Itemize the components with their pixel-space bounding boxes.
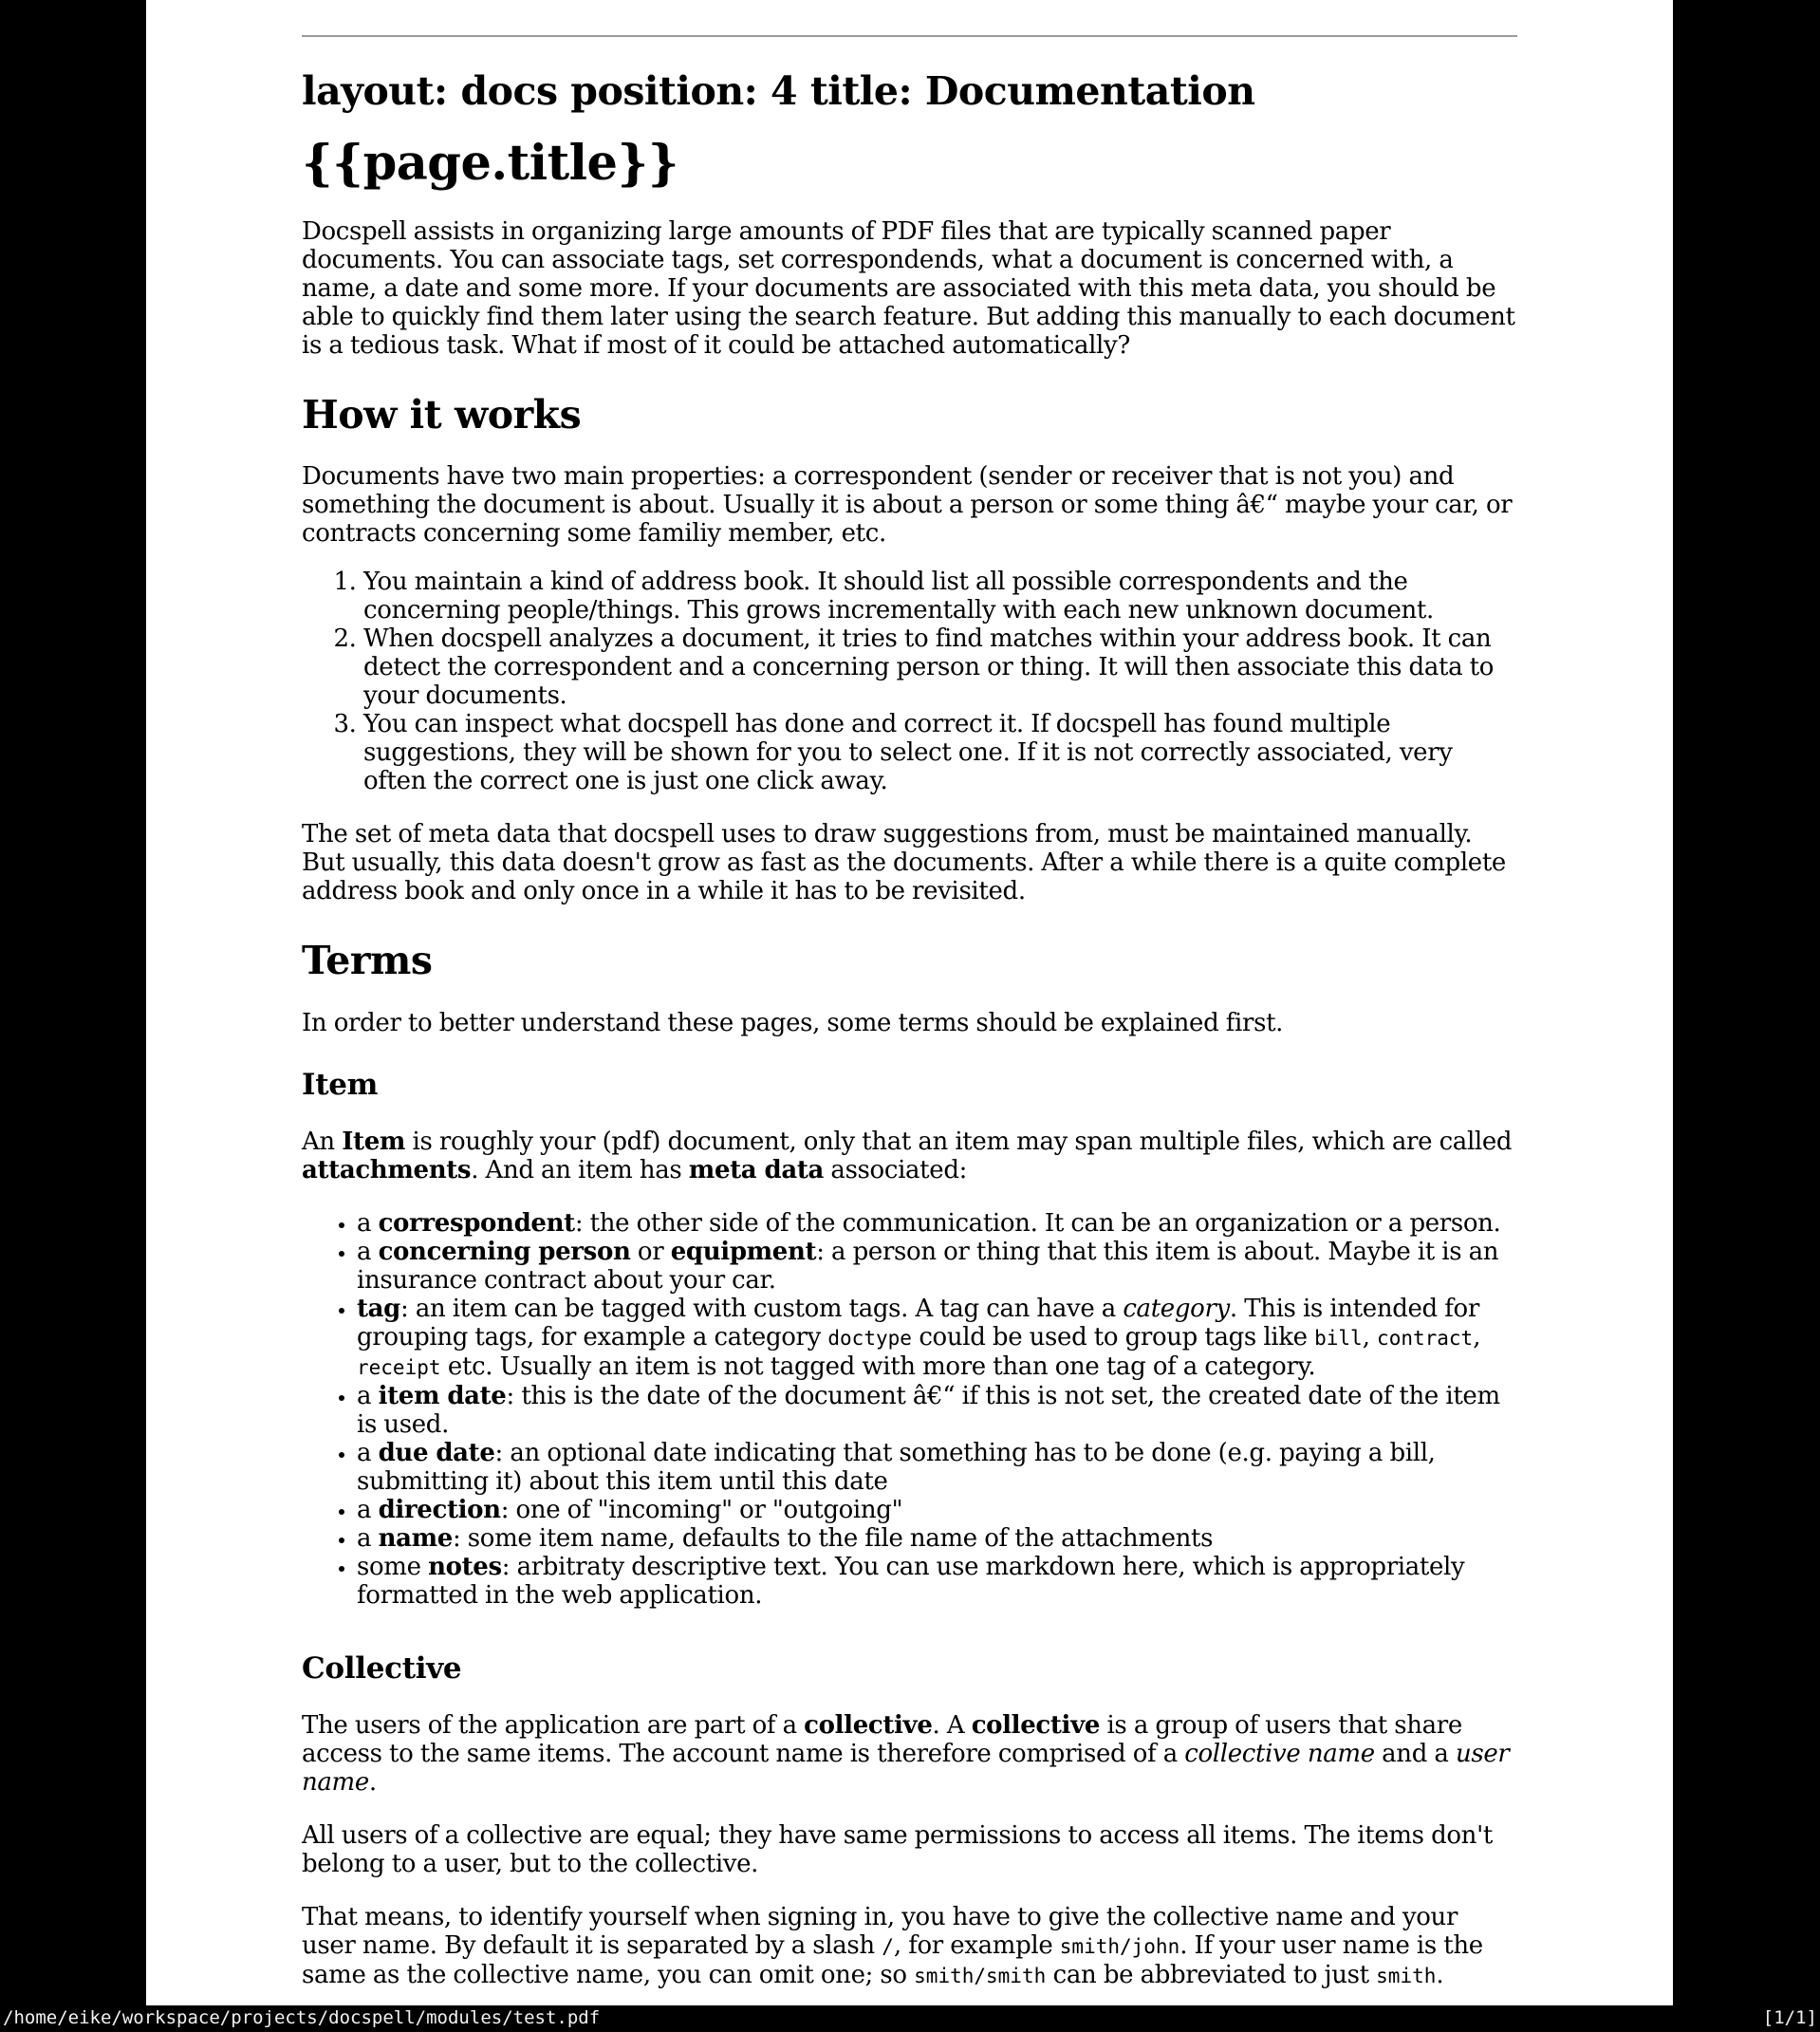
collective-paragraph-1: The users of the application are part of a collective. A collective is a group of users that share access to the same items. The account name is therefore comprised of a collective name and a user name. — [302, 1710, 1510, 1797]
pdf-page-content — [146, 35, 1673, 1990]
front-matter-heading: layout: docs position: 4 title: Documentation — [302, 68, 1255, 114]
how-it-works-paragraph: Documents have two main properties: a correspondent (sender or receiver that is not you) and something the document is about. Usually it is about a person or some thing â€“ maybe your car, or contracts concerning some familiy member, etc. — [302, 462, 1513, 549]
pdf-page — [146, 0, 1673, 2005]
how-it-works-steps — [302, 568, 1517, 795]
subsection-heading-collective: Collective — [302, 1650, 462, 1686]
collective-paragraph-3: That means, to identify yourself when signing in, you have to give the collective name and your user name. By default it is separated by a slash /, for example smith/john. If your user name is the same as the collective name, you can omit one; so smith/smith can be abbreviated to just smith. — [302, 1902, 1483, 1989]
front-matter-divider — [302, 35, 1517, 37]
bullet-tag: • tag: an item can be tagged with custom tags. A tag can have a category. This is intended for grouping tags, for example a category doctype could be used to group tags like bill, contract, receipt etc. Usually an item is not tagged with more than one tag of a category. — [357, 1295, 1517, 1382]
step-item-1: 1. You maintain a kind of address book. It should list all possible correspondents and the concerning people/things. This grows incrementally with each new unknown document. — [363, 568, 1517, 625]
bullet-notes: • some notes: arbitraty descriptive text. You can use markdown here, which is appropriately formatted in the web application. — [357, 1553, 1517, 1610]
how-it-works-outro-paragraph: The set of meta data that docspell uses to draw suggestions from, must be maintained manually. But usually, this data doesn't grow as fast as the documents. After a while there is a quite complete address book and only once in a while it has to be revisited. — [302, 820, 1506, 906]
statusbar-file-path: /home/eike/workspace/projects/docspell/modules/test.pdf — [3, 2007, 601, 2028]
step-item-2: 2. When docspell analyzes a document, it tries to find matches within your address book. It can detect the correspondent and a concerning person or thing. It will then associate this data to your documents. — [363, 625, 1517, 710]
section-heading-terms: Terms — [302, 938, 433, 984]
intro-paragraph: Docspell assists in organizing large amounts of PDF files that are typically scanned paper documents. You can associate tags, set correspondends, what a document is concerned with, a name, a date and some more. If your documents are associated with this meta data, you should be able to quickly find them later using the search feature. But adding this manually to each document is a tedious task. What if most of it could be attached automatically? — [302, 217, 1515, 361]
statusbar — [0, 2005, 1820, 2032]
bullet-direction: • a direction: one of "incoming" or "outgoing" — [357, 1496, 1517, 1524]
bullet-concerning-person: • a concerning person or equipment: a person or thing that this item is about. Maybe it is an insurance contract about your car. — [357, 1238, 1517, 1295]
collective-paragraph-2: All users of a collective are equal; they have same permissions to access all items. The items don't belong to a user, but to the collective. — [302, 1820, 1493, 1878]
item-meta-list — [302, 1209, 1517, 1610]
bullet-name: • a name: some item name, defaults to the file name of the attachments — [357, 1524, 1517, 1553]
bullet-item-date: • a item date: this is the date of the document â€“ if this is not set, the created date of the item is used. — [357, 1382, 1517, 1439]
statusbar-page-indicator: [1/1] — [1762, 2007, 1817, 2028]
step-item-3: 3. You can inspect what docspell has done and correct it. If docspell has found multiple suggestions, they will be shown for you to select one. If it is not correctly associated, very often the correct one is just one click away. — [363, 710, 1517, 795]
bullet-correspondent: • a correspondent: the other side of the communication. It can be an organization or a person. — [357, 1209, 1517, 1238]
section-heading-how-it-works: How it works — [302, 392, 582, 438]
bullet-due-date: • a due date: an optional date indicating that something has to be done (e.g. paying a bill, submitting it) about this item until this date — [357, 1439, 1517, 1496]
page-title: {{page.title}} — [302, 135, 679, 193]
terms-intro-paragraph: In order to better understand these pages, some terms should be explained first. — [302, 1008, 1284, 1037]
item-paragraph: An Item is roughly your (pdf) document, only that an item may span multiple files, which are called attachments. And an item has meta data associated: — [302, 1127, 1513, 1184]
subsection-heading-item: Item — [302, 1067, 379, 1102]
